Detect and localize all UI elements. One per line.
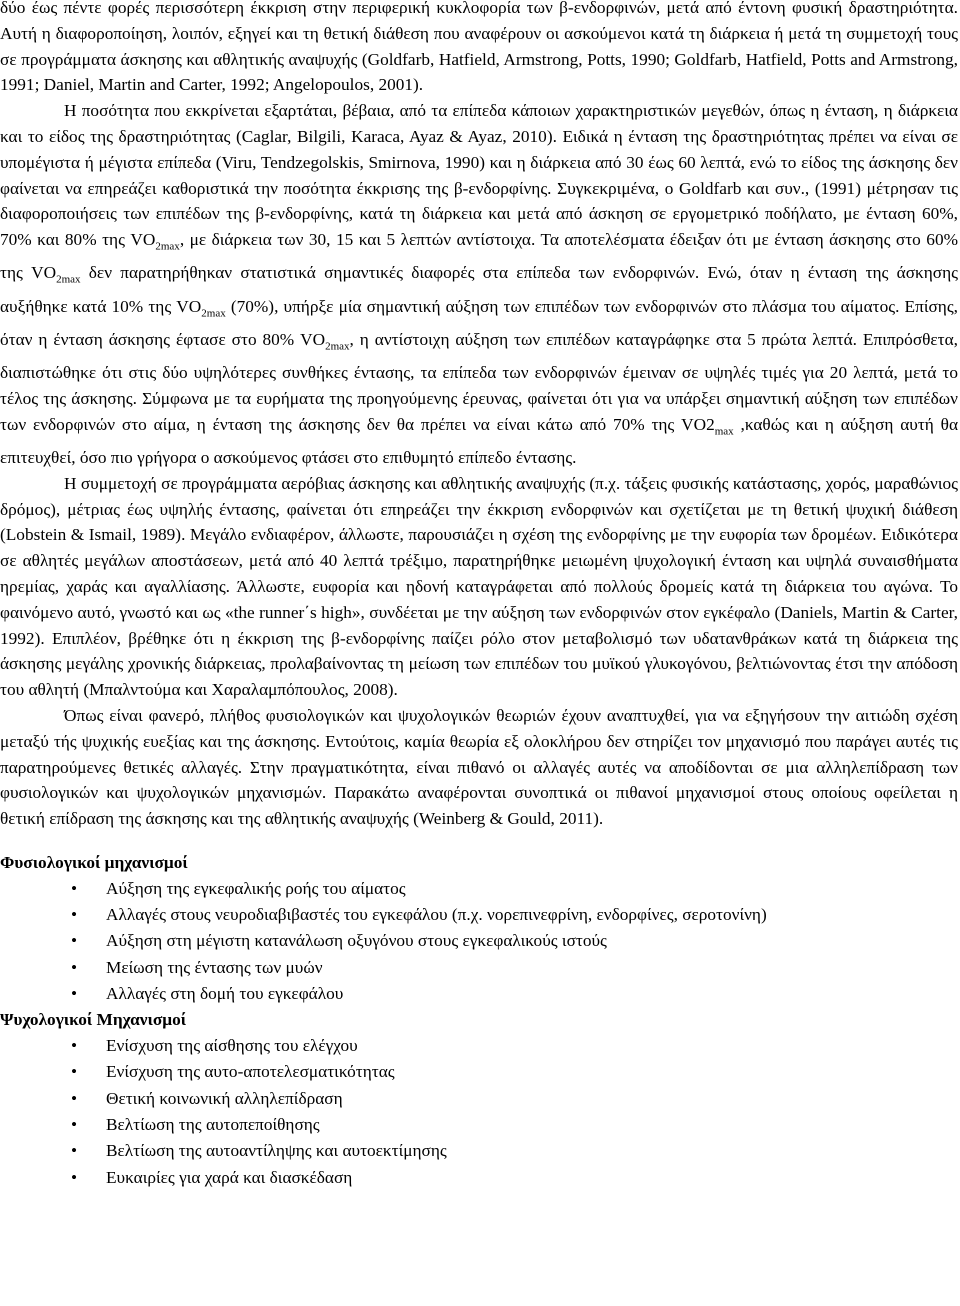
list-item-text: Ευκαιρίες για χαρά και διασκέδαση xyxy=(106,1167,353,1187)
list-item-text: Βελτίωση της αυτοπεποίθησης xyxy=(106,1114,320,1134)
list-item xyxy=(71,955,958,981)
paragraph-intensity-part-a: Η ποσότητα που εκκρίνεται εξαρτάται, βέβαια, από τα επίπεδα κάποιων χαρακτηριστικών μεγεθών, όπως η ένταση, η διάρκεια και το είδος της δραστηριότητας (Caglar, Bilgili, Karaca, Ayaz & Ayaz, 2010). Ειδικά η ένταση της δραστηριότητας πρέπει να είναι σε υπομέγιστα ή μέγιστα επίπεδα (Viru, Tendzegolskis, Smirnova, 1990) και η διάρκεια από 30 έως 60 λεπτά, ενώ το είδος της άσκησης δεν φαίνεται να επηρεάζει καθοριστικά την ποσότητα έκκρισης της β-ενδορφίνης. Συγκεκριμένα, ο Goldfarb και συν., (1991) μέτρησαν τις διαφοροποιήσεις των επιπέδων της β-ενδορφίνης, κατά τη διάρκεια και μετά από άσκηση σε εργομετρικό ποδήλατο, με ένταση 60%, 70% και 80% της VO xyxy=(0,101,958,250)
list-item xyxy=(71,902,958,928)
vo2max-subscript: 2max xyxy=(56,273,81,286)
bullet-icon: • xyxy=(71,983,78,1003)
paragraph-intensity xyxy=(0,98,958,471)
list-item xyxy=(71,981,958,1007)
list-item-text: Ενίσχυση της αίσθησης του ελέγχου xyxy=(106,1036,358,1056)
bullet-icon: • xyxy=(71,1114,78,1134)
list-item-text: Αύξηση στη μέγιστη κατανάλωση οξυγόνου στους εγκεφαλικούς ιστούς xyxy=(106,931,607,951)
paragraph-intensity-part-d: (70%), υπήρξε μία σημαντική αύξηση των επιπέδων των ενδορφινών στο πλάσμα του αίματος. Επίσης, όταν η ένταση άσκησης έφτασε στο 80% VO xyxy=(0,296,959,349)
bullet-icon: • xyxy=(71,957,78,977)
list-item xyxy=(71,928,958,954)
list-item-text: Αύξηση της εγκεφαλικής ροής του αίματος xyxy=(106,878,406,898)
vo2max-subscript: 2max xyxy=(155,240,180,253)
paragraph-intro: δύο έως πέντε φορές περισσότερη έκκριση στην περιφερική κυκλοφορία των β-ενδορφινών, μετά από έντονη φυσική δραστηριότητα. Αυτή η διαφοροποίηση, λοιπόν, εξηγεί και τη θετική διάθεση που αναφέρουν οι ασκούμενοι κατά τη διάρκεια ή μετά τη συμμετοχή τους σε προγράμματα άσκησης και αθλητικής αναψυχής (Goldfarb, Hatfield, Armstrong, Potts, 1990; Goldfarb, Hatfield, Potts and Armstrong, 1991; Daniel, Martin and Carter, 1992; Angelopoulos, 2001). xyxy=(0,0,958,95)
physiological-list xyxy=(0,876,958,1007)
bullet-icon: • xyxy=(71,1141,78,1161)
vo2max-subscript: 2max xyxy=(325,340,350,353)
list-item xyxy=(71,1112,958,1138)
list-item-text: Αλλαγές στη δομή του εγκεφάλου xyxy=(106,983,344,1003)
bullet-icon: • xyxy=(71,1062,78,1082)
physiological-heading: Φυσιολογικοί μηχανισμοί xyxy=(0,852,188,872)
section-spacer xyxy=(0,832,958,850)
vo2max-subscript: 2max xyxy=(201,307,226,320)
paragraph-intensity-part-e: , η αντίστοιχη αύξηση των επιπέδων καταγράφηκε στα 5 πρώτα λεπτά. Επιπρόσθετα, διαπιστώθηκε ότι στις δύο υψηλότερες συνθήκες έντασης, τα επίπεδα των ενδορφινών έμειναν σε υψηλές τιμές για 20 λεπτά, μετά το τέλος της άσκησης. Σύμφωνα με τα ευρήματα της προηγούμενης έρευνας, φαίνεται ότι για να υπάρξει σημαντική αύξηση των επιπέδων των ενδορφινών στο αίμα, η ένταση της άσκησης δεν θα πρέπει να είναι κάτω από 70% της VO2 xyxy=(0,329,958,434)
psychological-heading: Ψυχολογικοί Μηχανισμοί xyxy=(0,1010,187,1030)
paragraph-theories: Όπως είναι φανερό, πλήθος φυσιολογικών και ψυχολογικών θεωριών έχουν αναπτυχθεί, για να εξηγήσουν την αιτιώδη σχέση μεταξύ τής ψυχικής ευεξίας και της άσκησης. Εντούτοις, καμία θεωρία εξ ολοκλήρου δεν στηρίζει τον μηχανισμό που παράγει αυτές τις παρατηρούμενες θετικές αλλαγές. Στην πραγματικότητα, είναι πιθανό οι αλλαγές αυτές να αποδίδονται σε μια αλληλεπίδραση των φυσιολογικών και ψυχολογικών μηχανισμών. Παρακάτω αναφέρονται συνοπτικά οι πιθανοί μηχανισμοί στους οποίους οφείλεται η θετική επίδραση της άσκησης και της αθλητικής αναψυχής (Weinberg & Gould, 2011). xyxy=(0,705,958,829)
bullet-icon: • xyxy=(71,905,78,925)
list-item-text: Ενίσχυση της αυτο-αποτελεσματικότητας xyxy=(106,1062,395,1082)
list-item-text: Θετική κοινωνική αλληλεπίδραση xyxy=(106,1088,343,1108)
paragraph-intensity-part-f: ,καθώς και η αύξηση αυτή θα επιτευχθεί, όσο πιο γρήγορα ο ασκούμενος φτάσει στο επιθυμητό επίπεδο έντασης. xyxy=(0,414,959,468)
list-item xyxy=(71,1138,958,1164)
bullet-icon: • xyxy=(71,1167,78,1187)
list-item-text: Βελτίωση της αυτοαντίληψης και αυτοεκτίμησης xyxy=(106,1141,447,1161)
psychological-list xyxy=(0,1033,958,1191)
max-subscript: max xyxy=(714,425,734,438)
paragraph-intensity-part-b: , με διάρκεια των 30, 15 και 5 λεπτών αντίστοιχα. Τα αποτελέσματα έδειξαν ότι με ένταση άσκησης στο 60% της VO xyxy=(0,230,958,283)
bullet-icon: • xyxy=(71,931,78,951)
list-item xyxy=(71,1086,958,1112)
bullet-icon: • xyxy=(71,1088,78,1108)
bullet-icon: • xyxy=(71,1036,78,1056)
list-item-text: Μείωση της έντασης των μυών xyxy=(106,957,323,977)
list-item-text: Αλλαγές στους νευροδιαβιβαστές του εγκεφάλου (π.χ. νορεπινεφρίνη, ενδορφίνες, σεροτονίνη) xyxy=(106,905,767,925)
list-item xyxy=(71,1165,958,1191)
list-item xyxy=(71,1059,958,1085)
paragraph-intensity-part-c: δεν παρατηρήθηκαν στατιστικά σημαντικές διαφορές στα επίπεδα των ενδορφινών. Ενώ, όταν η ένταση της άσκησης αυξήθηκε κατά 10% της VO xyxy=(0,263,958,316)
paragraph-aerobic: Η συμμετοχή σε προγράμματα αερόβιας άσκησης και αθλητικής αναψυχής (π.χ. τάξεις φυσικής κατάστασης, χορός, μαραθώνιος δρόμος), μέτριας έως υψηλής έντασης, φαίνεται ότι επηρεάζει την έκκριση ενδορφινών και σχετίζεται με τη θετική ψυχική διάθεση (Lobstein & Ismail, 1989). Μεγάλο ενδιαφέρον, άλλωστε, παρουσιάζει η σχέση της ενδορφίνης με την ευφορία των δρομέων. Ειδικότερα σε αθλητές μεγάλων αποστάσεων, μετά από 40 λεπτά τρέξιμο, παρατηρήθηκε μειωμένη ψυχολογική ένταση και υψηλά συναισθήματα ηρεμίας, χαράς και αγαλλίασης. Άλλωστε, ευφορία και ηδονή καταγράφεται από πολλούς δρομείς κατά τη διάρκεια του αγώνα. Το φαινόμενο αυτό, γνωστό και ως «the runner΄s high», συνδέεται με την αύξηση των ενδορφινών στον εγκέφαλο (Daniels, Martin & Carter, 1992). Επιπλέον, βρέθηκε ότι η έκκριση της β-ενδορφίνης παίζει ρόλο στον μεταβολισμό των υδατανθράκων κατά τη διάρκεια της άσκησης μεγάλης χρονικής διάρκειας, προλαβαίνοντας τη μείωση των επιπέδων του μυϊκού γλυκογόνου, βελτιώνοντας έτσι την απόδοση του αθλητή (Μπαλντούμα και Χαραλαμπόπουλος, 2008). xyxy=(0,473,958,700)
list-item xyxy=(71,1033,958,1059)
bullet-icon: • xyxy=(71,878,78,898)
list-item xyxy=(71,876,958,902)
